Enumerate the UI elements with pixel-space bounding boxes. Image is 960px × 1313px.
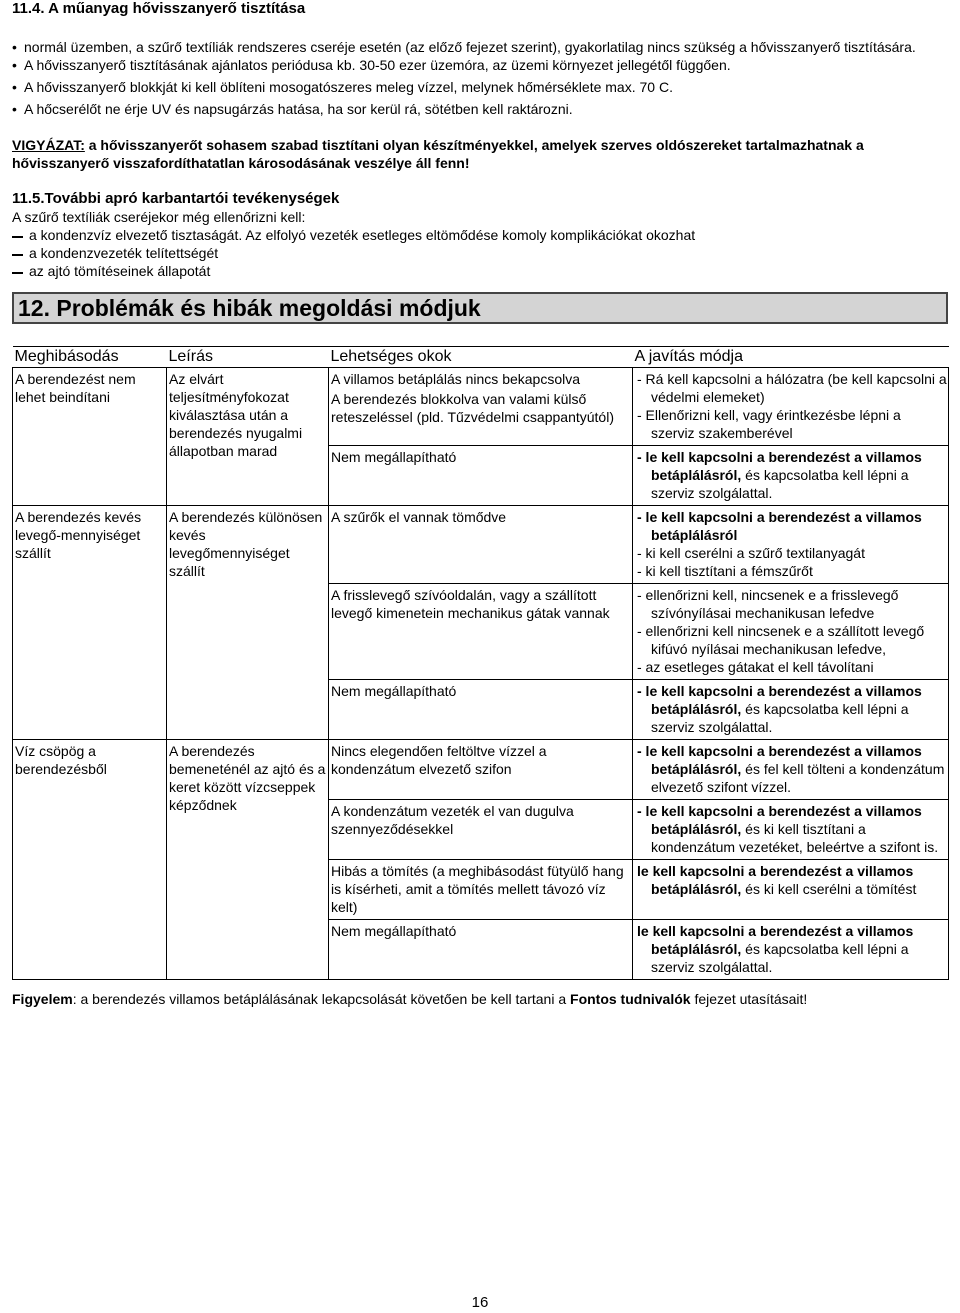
cause-text: A villamos betáplálás nincs bekapcsolva — [331, 371, 581, 387]
cause-text: Nem megállapítható — [331, 683, 457, 699]
fix-step-text: és kapcsolatba kell lépni a szerviz szolgálattal. — [651, 467, 909, 501]
fix-step-text: és kapcsolatba kell lépni a szerviz szolgálattal. — [651, 701, 909, 735]
fix-step-text: és kapcsolatba kell lépni a szerviz szolgálattal. — [651, 941, 909, 975]
causes-cell — [329, 584, 633, 680]
fix-step — [635, 508, 948, 544]
warning-paragraph — [12, 136, 948, 172]
check-item: a kondenzvezeték telítettségét — [12, 244, 948, 262]
note-text-2: fejezet utasításait! — [690, 991, 808, 1007]
fix-step-text: - ki kell tisztítani a fémszűrőt — [637, 563, 813, 579]
fix-step — [635, 658, 948, 676]
fix-cell — [633, 860, 949, 920]
fix-step-bold: le kell kapcsolni a berendezést a villamos betáplálásról, — [637, 923, 914, 957]
causes-cell — [329, 740, 633, 800]
cause-text: A berendezés blokkolva van valami külső reteszeléssel (pld. Tűzvédelmi csappantyútól) — [331, 391, 614, 425]
header-fix: A javítás módja — [633, 347, 949, 368]
section-11-4-title: 11.4. A műanyag hővisszanyerő tisztítása — [12, 0, 306, 17]
section-12-title: 12. Problémák és hibák megoldási módjuk — [12, 292, 948, 324]
fix-step — [635, 862, 948, 898]
causes-cell — [329, 368, 633, 446]
section-11-5-title: 11.5.További apró karbantartói tevékenységek — [12, 190, 340, 207]
table-row — [13, 506, 949, 584]
fix-step-text: - az esetleges gátakat el kell távolítani — [637, 659, 874, 675]
fix-step-bold: - le kell kapcsolni a berendezést a villamos betáplálásról, — [637, 803, 922, 837]
fault-cell: A berendezés kevés levegő-mennyiséget szállít — [13, 506, 167, 740]
fix-cell — [633, 740, 949, 800]
fix-step — [635, 544, 948, 562]
description-cell: A berendezés bemeneténél az ajtó és a keret között vízcseppek képződnek — [167, 740, 329, 980]
table-header-row — [13, 347, 949, 368]
fix-cell — [633, 680, 949, 740]
fix-step — [635, 742, 948, 796]
cause-text: A kondenzátum vezeték el van dugulva szennyeződésekkel — [331, 803, 574, 837]
fix-cell — [633, 584, 949, 680]
note-text-1: : a berendezés villamos betáplálásának lekapcsolását követően be kell tartani a — [72, 991, 571, 1007]
fix-cell — [633, 368, 949, 446]
bullet-item: • A hővisszanyerő tisztításának ajánlatos periódusa kb. 30-50 ezer üzemóra, az üzemi környezet jellegétől függően. — [12, 56, 948, 74]
note-bold: Fontos tudnivalók — [570, 991, 691, 1007]
fix-step-text: - ellenőrizni kell nincsenek e a szállított levegő kifúvó nyílásai mechanikusan lefedve, — [637, 623, 925, 657]
fix-step — [635, 922, 948, 976]
section-11-5-intro: A szűrő textíliák cseréjekor még ellenőrizni kell: — [12, 209, 306, 225]
fix-step — [635, 682, 948, 736]
fix-step — [635, 448, 948, 502]
causes-cell — [329, 860, 633, 920]
document-page — [12, 0, 948, 1008]
fix-step-text: - ellenőrizni kell, nincsenek e a frisslevegő szívónyílásai mechanikusan lefedve — [637, 587, 899, 621]
fix-step-text: - Ellenőrizni kell, vagy érintkezésbe lépni a szerviz szakemberével — [637, 407, 901, 441]
fix-cell — [633, 446, 949, 506]
description-cell: Az elvárt teljesítményfokozat kiválasztása után a berendezés nyugalmi állapotban marad — [167, 368, 329, 506]
cause-text: A szűrők el vannak tömődve — [331, 509, 507, 525]
fix-step-bold: - le kell kapcsolni a berendezést a villamos betáplálásról — [637, 509, 922, 543]
causes-cell — [329, 800, 633, 860]
table-body — [13, 368, 949, 980]
fix-cell — [633, 800, 949, 860]
fix-step-text: és ki kell tisztítani a kondenzátum vezetéket, beleértve a szifont is. — [651, 821, 939, 855]
page-number: 16 — [471, 1294, 489, 1311]
troubleshooting-table — [12, 346, 949, 980]
cause-text: Nincs elegendően feltöltve vízzel a kondenzátum elvezető szifon — [331, 743, 547, 777]
header-fault: Meghibásodás — [13, 347, 167, 368]
cause-text: Nem megállapítható — [331, 449, 457, 465]
fix-cell — [633, 506, 949, 584]
note-label: Figyelem — [12, 991, 73, 1007]
fix-step — [635, 586, 948, 622]
fix-cell — [633, 920, 949, 980]
footer-note — [12, 990, 948, 1008]
bullet-item: • A hővisszanyerő blokkját ki kell öblíteni mosogatószeres meleg vízzel, melynek hőmérséklete max. 70 C. — [12, 78, 948, 96]
table-row — [13, 368, 949, 446]
bullet-item: • A hőcserélőt ne érje UV és napsugárzás hatása, ha sor kerül rá, sötétben kell raktározni. — [12, 100, 948, 118]
fix-step-bold: le kell kapcsolni a berendezést a villamos betáplálásról, — [637, 863, 914, 897]
causes-cell — [329, 446, 633, 506]
fix-step-text: és fel kell tölteni a kondenzátum elvezető szifont vízzel. — [651, 761, 945, 795]
description-cell: A berendezés különösen kevés levegőmennyiséget szállít — [167, 506, 329, 740]
causes-cell — [329, 920, 633, 980]
warning-text: a hővisszanyerőt sohasem szabad tisztítani olyan készítményekkel, amelyek szerves oldószereket tartalmazhatnak a hővisszanyerő visszafordíthatatlan károsodásának veszélye áll fenn! — [12, 137, 864, 171]
fix-step-text: - Rá kell kapcsolni a hálózatra (be kell kapcsolni a védelmi elemeket) — [637, 371, 947, 405]
bullet-item: • normál üzemben, a szűrő textíliák rendszeres cseréje esetén (az előző fejezet szerint), gyakorlatilag nincs szükség a hővisszanyerő tisztítására. — [12, 38, 948, 56]
cleaning-bullet-list — [12, 38, 948, 118]
causes-cell — [329, 680, 633, 740]
check-item: a kondenzvíz elvezető tisztaságát. Az elfolyó vezeték esetleges eltömődése komoly komplikációkat okozhat — [12, 226, 948, 244]
fix-step-bold: - le kell kapcsolni a berendezést a villamos betáplálásról, — [637, 683, 922, 717]
fix-step — [635, 406, 948, 442]
check-item: az ajtó tömítéseinek állapotát — [12, 262, 948, 280]
fix-step — [635, 370, 948, 406]
fix-step — [635, 562, 948, 580]
cause-text: Hibás a tömítés (a meghibásodást fütyülő hang is kísérheti, amit a tömítés mellett távozó víz kelt) — [331, 863, 624, 915]
fix-step-bold: - le kell kapcsolni a berendezést a villamos betáplálásról, — [637, 743, 922, 777]
causes-cell — [329, 506, 633, 584]
warning-label: VIGYÁZAT: — [12, 137, 85, 153]
table-row — [13, 740, 949, 800]
fault-cell: A berendezést nem lehet beindítani — [13, 368, 167, 506]
fix-step-text: és ki kell cserélni a tömítést — [741, 881, 917, 897]
fix-step-bold: - le kell kapcsolni a berendezést a villamos betáplálásról, — [637, 449, 922, 483]
fix-step — [635, 622, 948, 658]
cause-text: Nem megállapítható — [331, 923, 457, 939]
cause-text: A frisslevegő szívóoldalán, vagy a szállított levegő kimenetein mechanikus gátak vannak — [331, 587, 610, 621]
header-causes: Lehetséges okok — [329, 347, 633, 368]
fault-cell: Víz csöpög a berendezésből — [13, 740, 167, 980]
fix-step — [635, 802, 948, 856]
header-description: Leírás — [167, 347, 329, 368]
fix-step-text: - ki kell cserélni a szűrő textilanyagát — [637, 545, 865, 561]
